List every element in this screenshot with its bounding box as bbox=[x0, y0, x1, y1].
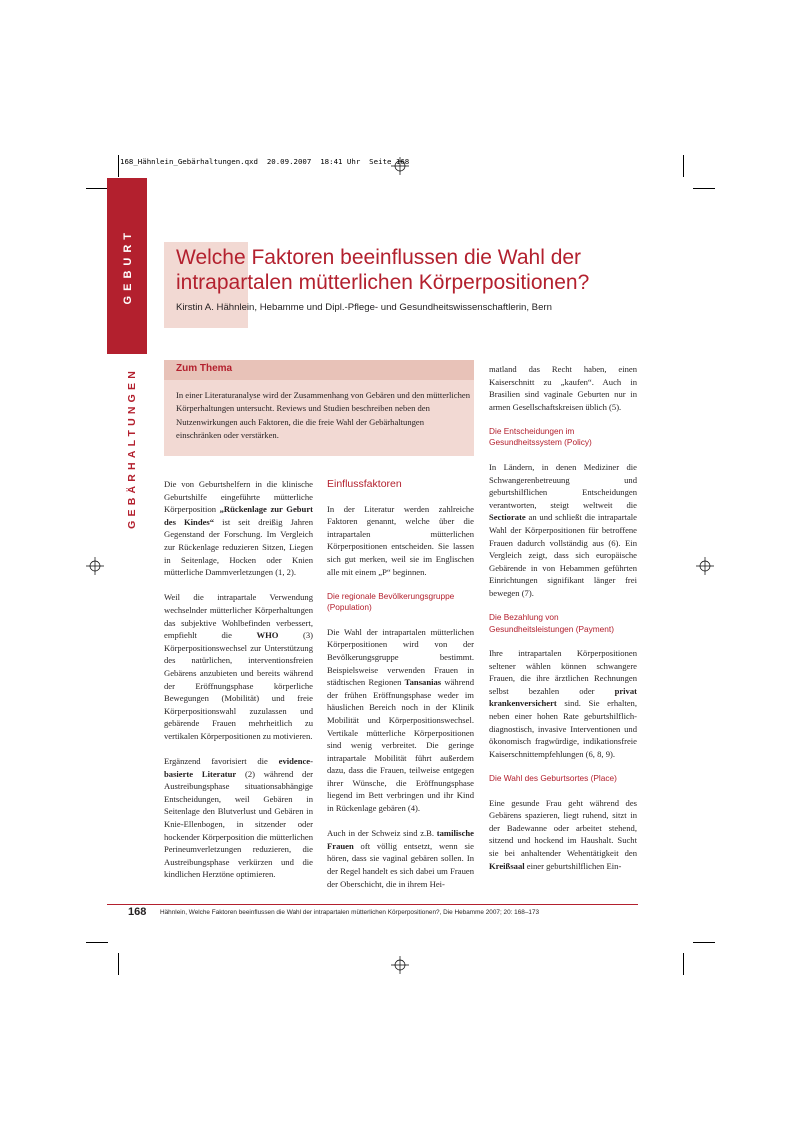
text-column-3 bbox=[489, 363, 637, 885]
paragraph: In der Literatur werden zahlreiche Faktoren genannt, welche über die intrapartalen mütterlichen Körperpositionen entscheiden. Sie lassen sich gut merken, weil sie im Englischen alle mit einem „P“ beginnen. bbox=[327, 503, 474, 577]
summary-box-heading: Zum Thema bbox=[176, 363, 233, 374]
registration-mark-icon bbox=[391, 157, 409, 175]
crop-mark bbox=[118, 155, 119, 177]
paragraph: Ergänzend favorisiert die evidence-basierte Literatur (2) während der Austreibungsphase situationsabhängige Entscheidungen, weil Gebären in Seitenlage den Blutverlust und Gebären in Knie-Ellenbogen, in sitzender oder hockender Körperposition die mütterlichen Perineumverletzungen reduzieren, die Austreibungsphase verkürzen und die kindlichen Herztöne optimieren. bbox=[164, 756, 314, 880]
paragraph: Weil die intrapartale Verwendung wechselnder mütterlicher Körperhaltungen das subjektive Wohlbefinden verbessert, empfiehlt die WHO (3) Körperpositionswechsel zur Unterstützung des natürlichen, interventionsfreien Gebärens anzubieten und bereits während der Eröffnungsphase körperliche Bewegungen (Mobilität) und freie Körperpositionswahl zuzulassen und gebärende Frauen mehrheitlich zu vertikalen Körperpositionen zu motivieren. bbox=[164, 592, 313, 741]
subsection-heading: Die Wahl des Geburtsortes (Place) bbox=[489, 773, 617, 784]
page-number: 168 bbox=[128, 906, 147, 918]
footer-rule bbox=[107, 904, 638, 905]
subsection-heading: Die Bezahlung von Gesundheitsleistungen (Payment) bbox=[489, 612, 614, 634]
registration-mark-icon bbox=[696, 557, 714, 575]
article-author: Kirstin A. Hähnlein, Hebamme und Dipl.-Pflege- und Gesundheitswissenschaftlerin, Bern bbox=[176, 302, 552, 313]
summary-box-text: In einer Literaturanalyse wird der Zusammenhang von Gebären und den mütterlichen Körperhaltungen untersucht. Reviews und Studien beschreiben neben den Nutzenwirkungen auch Faktoren, die die freie Wahl der Gebärhaltungen einschränken oder verstärken. bbox=[176, 390, 470, 441]
paragraph: Die von Geburtshelfern in die klinische Geburtshilfe eingeführte mütterliche Körperposition „Rückenlage zur Geburt des Kindes“ ist seit dreißig Jahren Gegenstand der Forschung. Im Vergleich zur Rückenlage reduzieren Sitzen, Liegen in Seitenlage, Hocken oder Knien mütterliche Dammverletzungen (1, 2). bbox=[164, 479, 313, 578]
section-heading: Einflussfaktoren bbox=[327, 478, 402, 490]
summary-box-header bbox=[164, 360, 474, 380]
paragraph: Auch in der Schweiz sind z.B. tamilische Frauen oft völlig entsetzt, wenn sie hören, dass sie vaginal gebären sollen. In der Regel handelt es sich dabei um Frauen der Oberschicht, die in ihrem Hei- bbox=[327, 828, 474, 889]
crop-mark bbox=[693, 188, 715, 189]
crop-mark bbox=[693, 942, 715, 943]
crop-mark bbox=[683, 953, 684, 975]
crop-mark bbox=[683, 155, 684, 177]
text-column-2 bbox=[327, 478, 474, 903]
crop-mark bbox=[118, 953, 119, 975]
paragraph: In Ländern, in denen Mediziner die Schwangerenbetreuung und geburtshilflichen Entscheidungen verantworten, steigt weltweit die Sectiorate an und schließt die intrapartale Wahl der Körperpositionen für betroffene Frauen dadurch vollständig aus (6). Ein Vergleich zeigt, dass sich europäische Gebärende in von Hebammen geführten Einrichtungen signifikant länger frei bewegen (7). bbox=[489, 461, 637, 598]
paragraph: Eine gesunde Frau geht während des Gebärens spazieren, liegt ruhend, sitzt in der Badewanne oder arbeitet stehend, sitzend und hockend im Haushalt. Sucht sie bei anhaltender Wehentätigkeit den Kreißsaal einer geburtshilflichen Ein- bbox=[489, 797, 637, 871]
print-slug: 168_Hähnlein_Gebärhaltungen.qxd 20.09.2007 18:41 Uhr Seite 168 bbox=[120, 157, 410, 166]
paragraph: Ihre intrapartalen Körperpositionen seltener wählen können schwangere Frauen, die ihre ärztlichen Rechnungen selbst bezahlen oder privat krankenversichert sind. Sie erhalten, neben einer hohen Rate geburtshilflich-diagnostisch, invasive Interventionen und ökonomisch fragwürdige, indikationsfreie Kaiserschnittempfehlungen (6, 8, 9). bbox=[489, 648, 637, 759]
article-title: Welche Faktoren beeinflussen die Wahl der intrapartalen mütterlichen Körperpositionen? bbox=[176, 246, 590, 294]
paragraph: Die Wahl der intrapartalen mütterlichen Körperpositionen wird von der Bevölkerungsgruppe bestimmt. Beispielsweise verwenden Frauen in städtischen Regionen Tansanias während der frühen Eröffnungsphase weder im häuslichen Bereich noch in der Klinik Mobilität und Körperpositionswechsel. Vertikale mütterliche Körperpositionen sind wenig verbreitet. Die geringe intrapartale Mobilität führt außerdem dazu, dass die Frauen, teilweise entgegen ihrer Wünsche, die Eröffnungsphase liegend im Bett verbringen und ihr Kind in Rückenlage gebären (4). bbox=[327, 626, 474, 814]
crop-mark bbox=[86, 942, 108, 943]
subsection-heading: Die Entscheidungen im Gesundheitssystem (Policy) bbox=[489, 425, 592, 448]
crop-mark bbox=[86, 188, 108, 189]
text-column-1 bbox=[164, 478, 313, 894]
registration-mark-icon bbox=[391, 956, 409, 974]
topic-label: GEBÄRHALTUNGEN bbox=[126, 366, 138, 529]
paragraph: matland das Recht haben, einen Kaiserschnitt zu „kaufen“. Auch in Brasilien sind vaginale Geburten nur in armen Gesellschaftskreisen üblich (5). bbox=[489, 364, 637, 412]
footer-citation: Hähnlein, Welche Faktoren beeinflussen die Wahl der intrapartalen mütterlichen Körperpositionen?, Die Hebamme 2007; 20: 168–173 bbox=[160, 909, 540, 916]
registration-mark-icon bbox=[86, 557, 104, 575]
section-label: GEBURT bbox=[122, 227, 134, 305]
subsection-heading: Die regionale Bevölkerungsgruppe (Population) bbox=[327, 590, 455, 613]
